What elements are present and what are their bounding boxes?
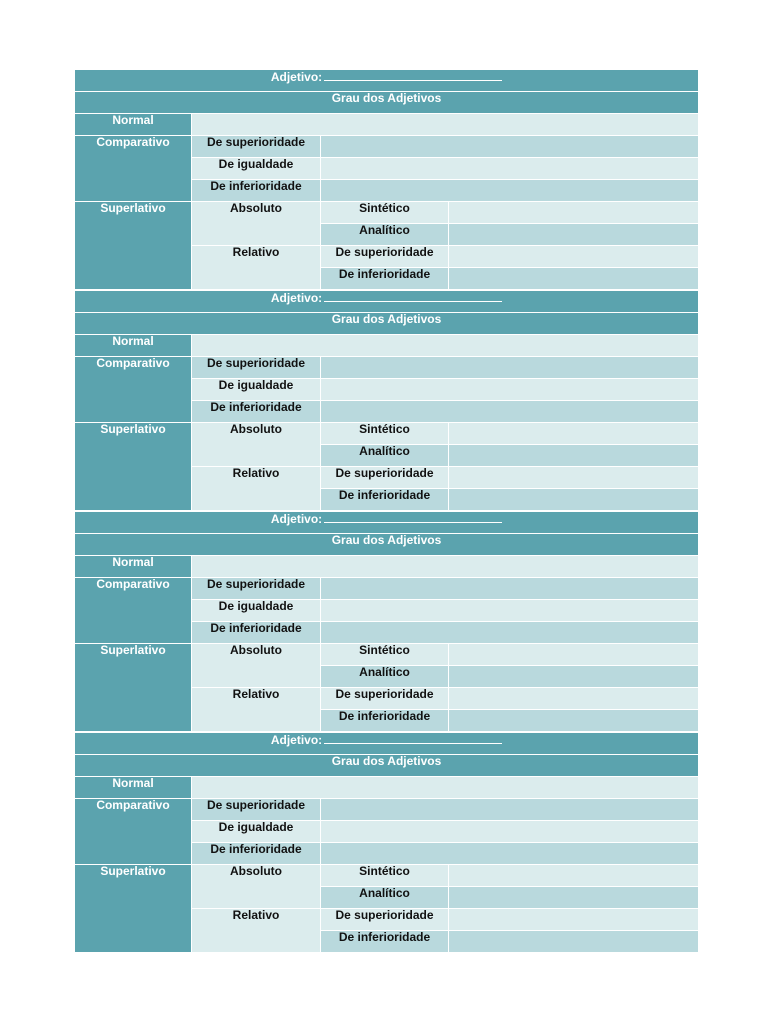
relative-inferiority-label: De inferioridade bbox=[321, 489, 449, 511]
synthetic-label: Sintético bbox=[321, 865, 449, 887]
adjective-blank-line[interactable] bbox=[324, 70, 502, 81]
superlative-label: Superlativo bbox=[75, 423, 192, 511]
analytic-answer[interactable] bbox=[449, 666, 699, 688]
relative-label: Relativo bbox=[192, 467, 321, 511]
adjective-blank-line[interactable] bbox=[324, 291, 502, 302]
synthetic-answer[interactable] bbox=[449, 644, 699, 666]
comparative-label: Comparativo bbox=[75, 578, 192, 644]
comparative-inferiority-label: De inferioridade bbox=[192, 180, 321, 202]
adjective-degree-table bbox=[74, 732, 699, 953]
adjective-degree-table bbox=[74, 69, 699, 290]
analytic-label: Analítico bbox=[321, 224, 449, 246]
relative-label: Relativo bbox=[192, 246, 321, 290]
relative-label: Relativo bbox=[192, 688, 321, 732]
relative-superiority-answer[interactable] bbox=[449, 909, 699, 931]
relative-superiority-answer[interactable] bbox=[449, 467, 699, 489]
degree-title: Grau dos Adjetivos bbox=[75, 92, 699, 114]
relative-superiority-label: De superioridade bbox=[321, 688, 449, 710]
absolute-label: Absoluto bbox=[192, 202, 321, 246]
degree-title: Grau dos Adjetivos bbox=[75, 313, 699, 335]
relative-inferiority-label: De inferioridade bbox=[321, 931, 449, 953]
absolute-label: Absoluto bbox=[192, 865, 321, 909]
normal-answer-cell[interactable] bbox=[192, 777, 699, 799]
degree-title: Grau dos Adjetivos bbox=[75, 534, 699, 556]
adjective-blank-line[interactable] bbox=[324, 733, 502, 744]
superlative-label: Superlativo bbox=[75, 865, 192, 953]
comparative-label: Comparativo bbox=[75, 799, 192, 865]
comparative-superiority-answer[interactable] bbox=[321, 136, 699, 158]
absolute-label: Absoluto bbox=[192, 423, 321, 467]
comparative-label: Comparativo bbox=[75, 357, 192, 423]
relative-inferiority-answer[interactable] bbox=[449, 710, 699, 732]
comparative-superiority-label: De superioridade bbox=[192, 136, 321, 158]
comparative-superiority-label: De superioridade bbox=[192, 799, 321, 821]
comparative-equality-label: De igualdade bbox=[192, 379, 321, 401]
absolute-label: Absoluto bbox=[192, 644, 321, 688]
synthetic-label: Sintético bbox=[321, 423, 449, 445]
comparative-equality-label: De igualdade bbox=[192, 158, 321, 180]
adjective-header-row bbox=[75, 512, 699, 534]
normal-label: Normal bbox=[75, 335, 192, 357]
superlative-label: Superlativo bbox=[75, 202, 192, 290]
analytic-answer[interactable] bbox=[449, 445, 699, 467]
normal-answer-cell[interactable] bbox=[192, 114, 699, 136]
superlative-label: Superlativo bbox=[75, 644, 192, 732]
normal-answer-cell[interactable] bbox=[192, 556, 699, 578]
analytic-answer[interactable] bbox=[449, 224, 699, 246]
comparative-inferiority-answer[interactable] bbox=[321, 401, 699, 423]
adjective-blank-line[interactable] bbox=[324, 512, 502, 523]
normal-label: Normal bbox=[75, 556, 192, 578]
relative-inferiority-answer[interactable] bbox=[449, 268, 699, 290]
relative-superiority-label: De superioridade bbox=[321, 467, 449, 489]
relative-superiority-label: De superioridade bbox=[321, 246, 449, 268]
synthetic-answer[interactable] bbox=[449, 865, 699, 887]
normal-label: Normal bbox=[75, 777, 192, 799]
comparative-superiority-answer[interactable] bbox=[321, 578, 699, 600]
relative-superiority-answer[interactable] bbox=[449, 246, 699, 268]
adjective-header-row bbox=[75, 291, 699, 313]
adjective-header-row bbox=[75, 733, 699, 755]
comparative-inferiority-label: De inferioridade bbox=[192, 401, 321, 423]
synthetic-answer[interactable] bbox=[449, 202, 699, 224]
comparative-equality-answer[interactable] bbox=[321, 158, 699, 180]
comparative-equality-answer[interactable] bbox=[321, 600, 699, 622]
synthetic-label: Sintético bbox=[321, 644, 449, 666]
comparative-inferiority-label: De inferioridade bbox=[192, 622, 321, 644]
analytic-label: Analítico bbox=[321, 887, 449, 909]
adjective-label: Adjetivo: bbox=[270, 733, 323, 747]
comparative-inferiority-answer[interactable] bbox=[321, 843, 699, 865]
comparative-inferiority-answer[interactable] bbox=[321, 622, 699, 644]
normal-label: Normal bbox=[75, 114, 192, 136]
relative-superiority-answer[interactable] bbox=[449, 688, 699, 710]
adjective-label: Adjetivo: bbox=[270, 291, 323, 305]
comparative-equality-label: De igualdade bbox=[192, 821, 321, 843]
comparative-superiority-answer[interactable] bbox=[321, 799, 699, 821]
relative-superiority-label: De superioridade bbox=[321, 909, 449, 931]
adjective-label: Adjetivo: bbox=[270, 70, 323, 84]
comparative-superiority-label: De superioridade bbox=[192, 357, 321, 379]
comparative-equality-answer[interactable] bbox=[321, 821, 699, 843]
worksheet bbox=[74, 69, 698, 953]
synthetic-answer[interactable] bbox=[449, 423, 699, 445]
analytic-answer[interactable] bbox=[449, 887, 699, 909]
comparative-inferiority-answer[interactable] bbox=[321, 180, 699, 202]
comparative-label: Comparativo bbox=[75, 136, 192, 202]
comparative-equality-label: De igualdade bbox=[192, 600, 321, 622]
comparative-equality-answer[interactable] bbox=[321, 379, 699, 401]
synthetic-label: Sintético bbox=[321, 202, 449, 224]
adjective-header-row bbox=[75, 70, 699, 92]
comparative-superiority-label: De superioridade bbox=[192, 578, 321, 600]
adjective-label: Adjetivo: bbox=[270, 512, 323, 526]
comparative-inferiority-label: De inferioridade bbox=[192, 843, 321, 865]
relative-inferiority-label: De inferioridade bbox=[321, 710, 449, 732]
relative-label: Relativo bbox=[192, 909, 321, 953]
relative-inferiority-label: De inferioridade bbox=[321, 268, 449, 290]
comparative-superiority-answer[interactable] bbox=[321, 357, 699, 379]
degree-title: Grau dos Adjetivos bbox=[75, 755, 699, 777]
analytic-label: Analítico bbox=[321, 666, 449, 688]
adjective-degree-table bbox=[74, 290, 699, 511]
relative-inferiority-answer[interactable] bbox=[449, 931, 699, 953]
adjective-degree-table bbox=[74, 511, 699, 732]
analytic-label: Analítico bbox=[321, 445, 449, 467]
normal-answer-cell[interactable] bbox=[192, 335, 699, 357]
relative-inferiority-answer[interactable] bbox=[449, 489, 699, 511]
